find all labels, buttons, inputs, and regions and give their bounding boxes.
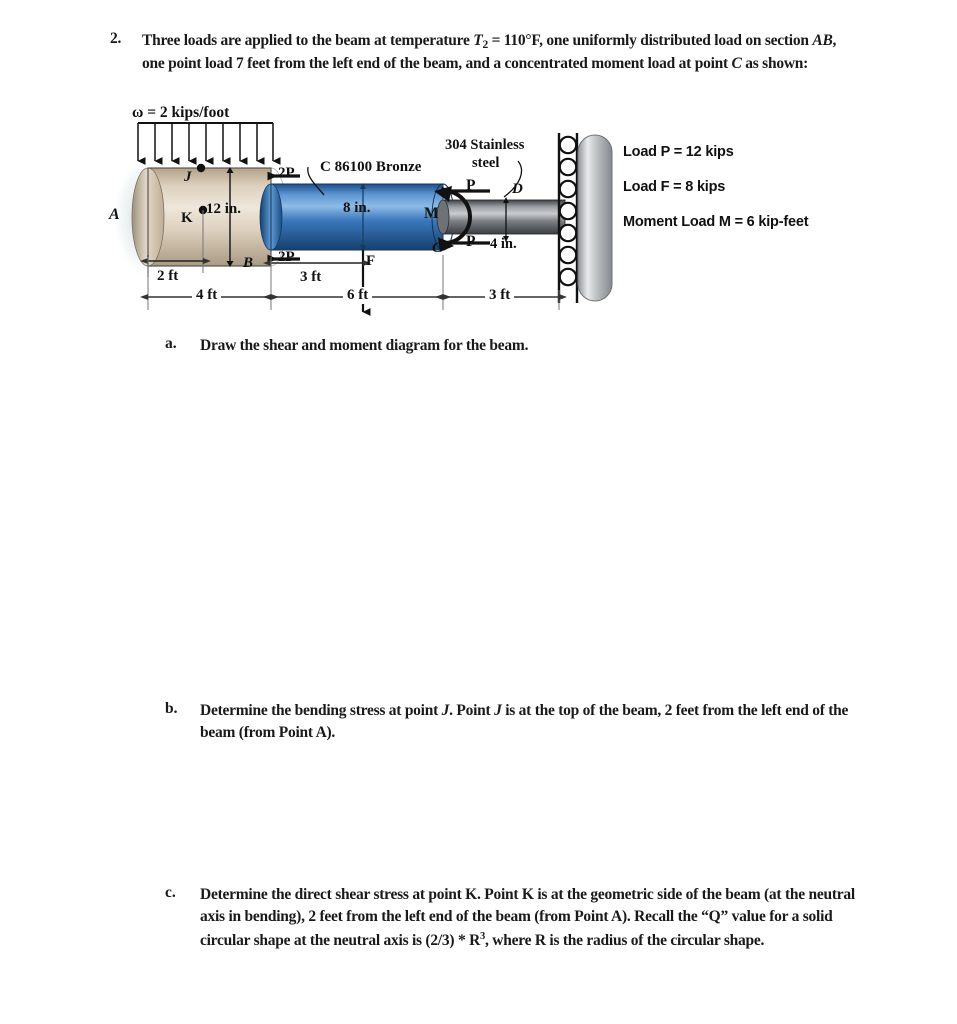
temperature-variable: T	[473, 32, 483, 49]
problem-statement	[110, 30, 855, 75]
legend-moment-m: Moment Load M = 6 kip-feet	[623, 214, 809, 230]
distributed-load-arrows	[138, 123, 273, 161]
point-a-label: A	[109, 206, 120, 223]
section-ab-label: AB	[812, 32, 833, 49]
wall-support	[559, 133, 612, 303]
subquestion-a	[165, 335, 865, 357]
diameter-8in-label: 8 in.	[343, 200, 371, 216]
problem-body	[142, 30, 855, 75]
subquestion-a-letter: a.	[165, 335, 177, 352]
subq-b-part1: Determine the bending stress at point	[200, 702, 442, 719]
subq-b-part2: . Point	[449, 702, 495, 719]
legend-load-f: Load F = 8 kips	[623, 179, 726, 195]
load-2p-top-label: 2P	[278, 165, 295, 181]
dimension-3ft-inner-label: 3 ft	[300, 269, 322, 285]
subq-b-part3: is at the top of the beam, 2 feet from the	[501, 702, 758, 719]
problem-number: 2.	[110, 30, 122, 47]
bronze-material-label: C 86100 Bronze	[320, 159, 422, 175]
problem-line1-part1: Three loads are applied to the beam at temperature	[142, 32, 474, 49]
problem-line3-part2: as shown:	[741, 55, 809, 73]
load-p-top-label: P	[466, 177, 476, 194]
point-c-label-figure: C	[432, 240, 443, 256]
temperature-subscript: 2	[482, 39, 488, 52]
dimension-2ft-label: 2 ft	[157, 268, 179, 284]
point-b-label: B	[243, 255, 254, 271]
subq-c-line3-part2: , where R is	[485, 932, 560, 950]
subq-b-point-j-1: J	[441, 702, 450, 719]
point-k-label: K	[181, 210, 193, 226]
legend-load-p: Load P = 12 kips	[623, 144, 734, 160]
subquestion-c-text	[200, 884, 865, 953]
subq-b-line2: left end of the beam (from Point A).	[200, 702, 849, 742]
point-d-label: D	[512, 181, 523, 197]
diameter-4in-label: 4 in.	[490, 236, 517, 252]
point-marker-j	[197, 164, 205, 172]
steel-material-label-line2: steel	[472, 155, 500, 171]
subq-b-point-j-2: J	[494, 702, 502, 719]
subquestion-a-text: Draw the shear and moment diagram for the beam.	[200, 337, 529, 354]
load-legend	[623, 144, 863, 249]
subquestion-c	[165, 884, 865, 953]
distributed-load-label: ω = 2 kips/foot	[132, 104, 230, 121]
problem-line2-part1: on section	[745, 32, 813, 49]
point-j-label: J	[184, 169, 192, 185]
subquestion-b	[165, 700, 865, 745]
dimension-3ft-outer-label: 3 ft	[485, 287, 514, 304]
diameter-12in-label: 12 in.	[206, 201, 242, 217]
problem-line3-part1: load at point	[647, 55, 732, 73]
load-p-bottom-label: P	[466, 233, 476, 250]
subquestion-b-letter: b.	[165, 700, 178, 717]
beam-segment-steel	[437, 200, 565, 234]
subq-c-line3-part1: Recall the “Q” value for a solid circular shape at the neutral axis is (2/3) * R	[200, 908, 833, 950]
beam-figure	[100, 105, 860, 320]
load-f-label: F	[366, 253, 376, 269]
subq-c-exponent: 3	[480, 930, 486, 942]
point-c-label: C	[731, 55, 742, 73]
load-2p-bottom-label: 2P	[278, 249, 295, 265]
steel-material-label-line1: 304 Stainless	[445, 137, 525, 153]
subquestion-c-letter: c.	[165, 884, 176, 901]
subq-c-line1: Determine the direct shear stress at point K. Point K is at the geometric side of the beam	[200, 886, 761, 903]
dimension-6ft-label: 6 ft	[343, 287, 372, 304]
subquestion-b-text	[200, 700, 865, 745]
problem-line2-part2: , one point load 7 feet from the left end of the beam, and a concentrated moment	[142, 32, 837, 73]
subq-c-line4: the radius of the circular shape.	[562, 932, 765, 950]
subq-c-line2: (at the neutral axis in bending), 2 feet from the left end of the beam (from Point A).	[200, 886, 855, 926]
moment-m-label: M	[424, 205, 439, 222]
dimension-4ft-label: 4 ft	[192, 287, 221, 304]
problem-line1-part2: = 110°F, one uniformly distributed load	[487, 32, 742, 49]
